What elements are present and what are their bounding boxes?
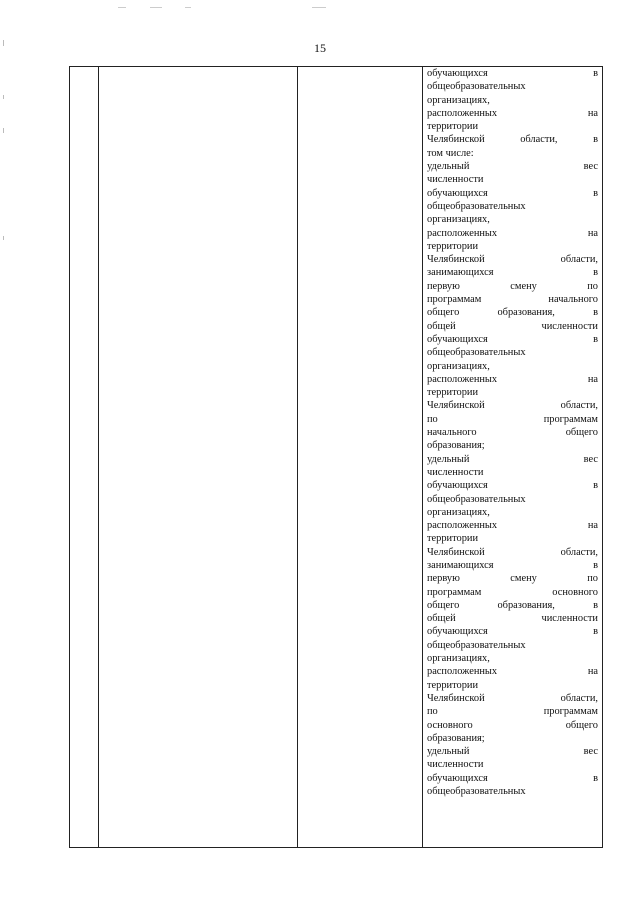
text-line: общеобразовательных [427, 200, 526, 212]
text-line: занимающихся в [427, 559, 598, 571]
text-line: общеобразовательных [427, 639, 526, 651]
text-line: Челябинской области, [427, 692, 598, 704]
text-line: численности [427, 759, 484, 771]
text-line: обучающихся в [427, 68, 598, 79]
text-line: численности [427, 174, 484, 186]
text-line: занимающихся в [427, 267, 598, 279]
text-line: первую смену по [427, 573, 598, 585]
text-line: том числе: [427, 147, 474, 159]
text-line: общеобразовательных [427, 493, 526, 505]
text-line: расположенных на [427, 373, 598, 385]
text-line: общего образования, в [427, 599, 598, 611]
page-number: 15 [314, 41, 326, 55]
table-cell-name [99, 67, 298, 848]
text-line: удельный вес [427, 453, 598, 465]
table-row [70, 67, 603, 848]
text-line: организациях, [427, 653, 490, 665]
text-line: основного общего [427, 719, 598, 731]
text-line: расположенных на [427, 666, 598, 678]
text-line: Челябинской области, [427, 254, 598, 266]
text-line: обучающихся в [427, 480, 598, 492]
text-line: образования; [427, 732, 485, 744]
text-line: по программам [427, 413, 598, 425]
table-cell-number [70, 67, 99, 848]
text-line: удельный вес [427, 161, 598, 173]
text-line: Челябинской области, в [427, 134, 598, 146]
text-line: организациях, [427, 214, 490, 226]
text-line: общей численности [427, 613, 598, 625]
text-line: общего образования, в [427, 307, 598, 319]
text-line: общеобразовательных [427, 347, 526, 359]
text-line: первую смену по [427, 280, 598, 292]
text-line: расположенных на [427, 227, 598, 239]
table-cell-indicators [423, 67, 603, 848]
text-line: удельный вес [427, 746, 598, 758]
text-line: начального общего [427, 427, 598, 439]
text-line: организациях, [427, 360, 490, 372]
text-line: расположенных на [427, 107, 598, 119]
text-line: общеобразовательных [427, 786, 526, 798]
text-line: обучающихся в [427, 772, 598, 784]
text-line: программам начального [427, 294, 598, 306]
text-line: расположенных на [427, 520, 598, 532]
text-line: численности [427, 466, 484, 478]
text-line: Челябинской области, [427, 400, 598, 412]
text-line: образования; [427, 440, 485, 452]
text-line: общей численности [427, 320, 598, 332]
text-line: обучающихся в [427, 187, 598, 199]
text-line: Челябинской области, [427, 546, 598, 558]
text-line: территории [427, 121, 479, 133]
text-line: территории [427, 387, 479, 399]
document-table [69, 66, 603, 848]
table-cell-period [298, 67, 423, 848]
text-line: обучающихся в [427, 333, 598, 345]
text-line: организациях, [427, 94, 490, 106]
indicator-text [427, 67, 598, 798]
text-line: общеобразовательных [427, 81, 526, 93]
text-line: организациях, [427, 506, 490, 518]
text-line: обучающихся в [427, 626, 598, 638]
text-line: по программам [427, 706, 598, 718]
text-line: территории [427, 533, 479, 545]
text-line: программам основного [427, 586, 598, 598]
text-line: территории [427, 240, 479, 252]
scan-edge-marks [0, 0, 18, 905]
text-line: территории [427, 679, 479, 691]
